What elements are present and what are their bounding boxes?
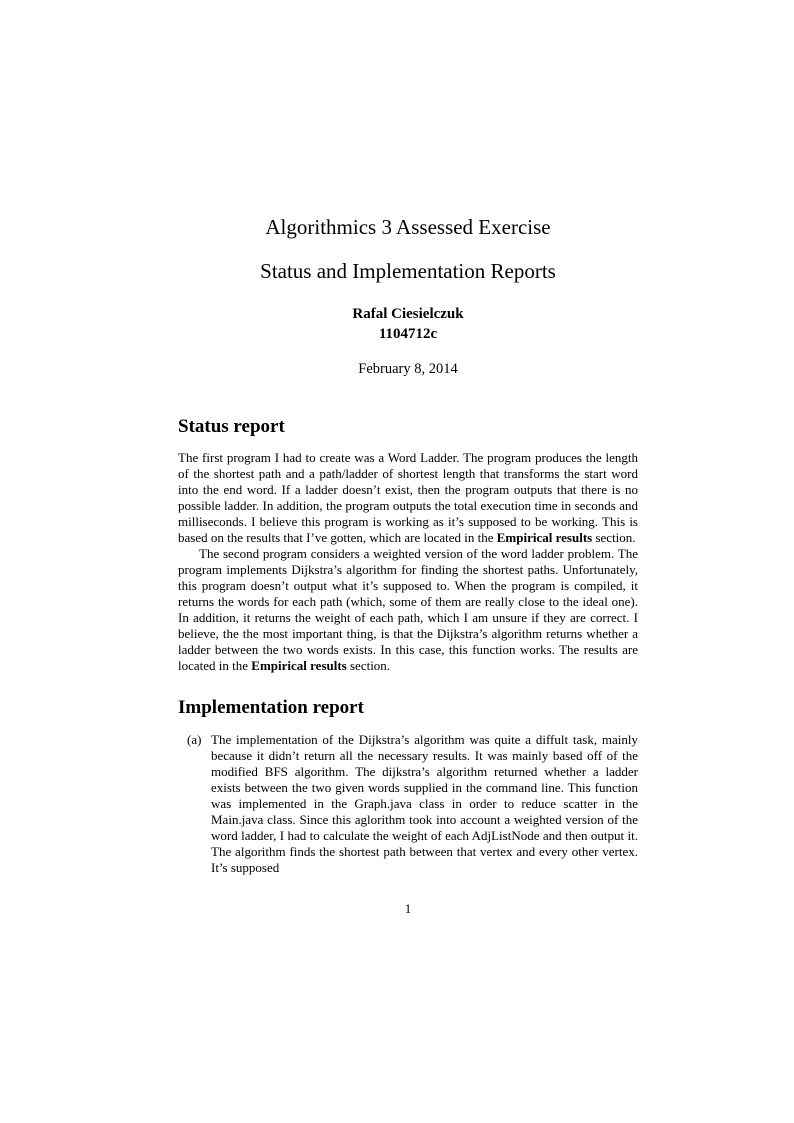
status-paragraph-2-tail: section. — [346, 658, 391, 673]
status-paragraph-1 — [178, 450, 638, 546]
status-paragraph-1-tail: section. — [592, 530, 636, 545]
implementation-item-list — [178, 732, 638, 876]
doc-title-line1: Algorithmics 3 Assessed Exercise — [265, 215, 551, 239]
section-heading-implementation-report: Implementation report — [178, 697, 364, 718]
author-block — [178, 304, 638, 344]
status-paragraph-2-bold-phrase: Empirical results — [251, 658, 347, 673]
section-heading-status-report: Status report — [178, 416, 285, 437]
list-item-a-label: (a) — [187, 732, 202, 747]
status-paragraph-1-text: The first program I had to create was a Word Ladder. The program produces the length of the shortest path and a path/ladder of shortest length that transforms the start word into the end word. If a ladder doesn’t exist, then the program outputs that there is no possible ladder. In addition, the program outputs the total execution time in seconds and milliseconds. I believe this program is working as it’s supposed to be working. This is based on the results that I’ve gotten, which are located in the — [178, 450, 638, 545]
status-paragraph-1-bold-phrase: Empirical results — [496, 530, 593, 545]
student-id: 1104712c — [378, 326, 438, 342]
page-number: 1 — [404, 901, 412, 916]
doc-title-line2: Status and Implementation Reports — [260, 259, 556, 283]
list-item-a — [178, 732, 638, 876]
status-paragraph-2-text: The second program considers a weighted version of the word ladder problem. The program implements Dijkstra’s algorithm for finding the shortest paths. Unfortunately, this program doesn’t output what it’s supposed to. When the program is compiled, it returns the words for each path (which, some of them are really close to the ideal one). In addition, it returns the weight of each path, which I am unsure if they are correct. I believe, the the most important thing, is that the Dijkstra’s algorithm returns whether a ladder between the two words exists. In this case, this function works. The results are located in the — [178, 546, 638, 673]
author-name: Rafal Ciesielczuk — [352, 306, 464, 322]
text-column — [178, 0, 638, 917]
doc-date: February 8, 2014 — [358, 361, 458, 377]
list-item-a-text: The implementation of the Dijkstra’s algorithm was quite a diffult task, mainly because it didn’t return all the necessary results. It was mainly based off of the modified BFS algorithm. The dijkstra’s algorithm returned whether a ladder exists between the two given words supplied in the command line. This function was implemented in the Graph.java class in order to reduce scatter in the Main.java class. Since this aglorithm took into account a weighted version of the word ladder, I had to calculate the weight of each AdjListNode and then output it. The algorithm finds the shortest path between that vertex and every other vertex. It’s supposed — [211, 732, 638, 875]
status-paragraph-2 — [178, 546, 638, 674]
